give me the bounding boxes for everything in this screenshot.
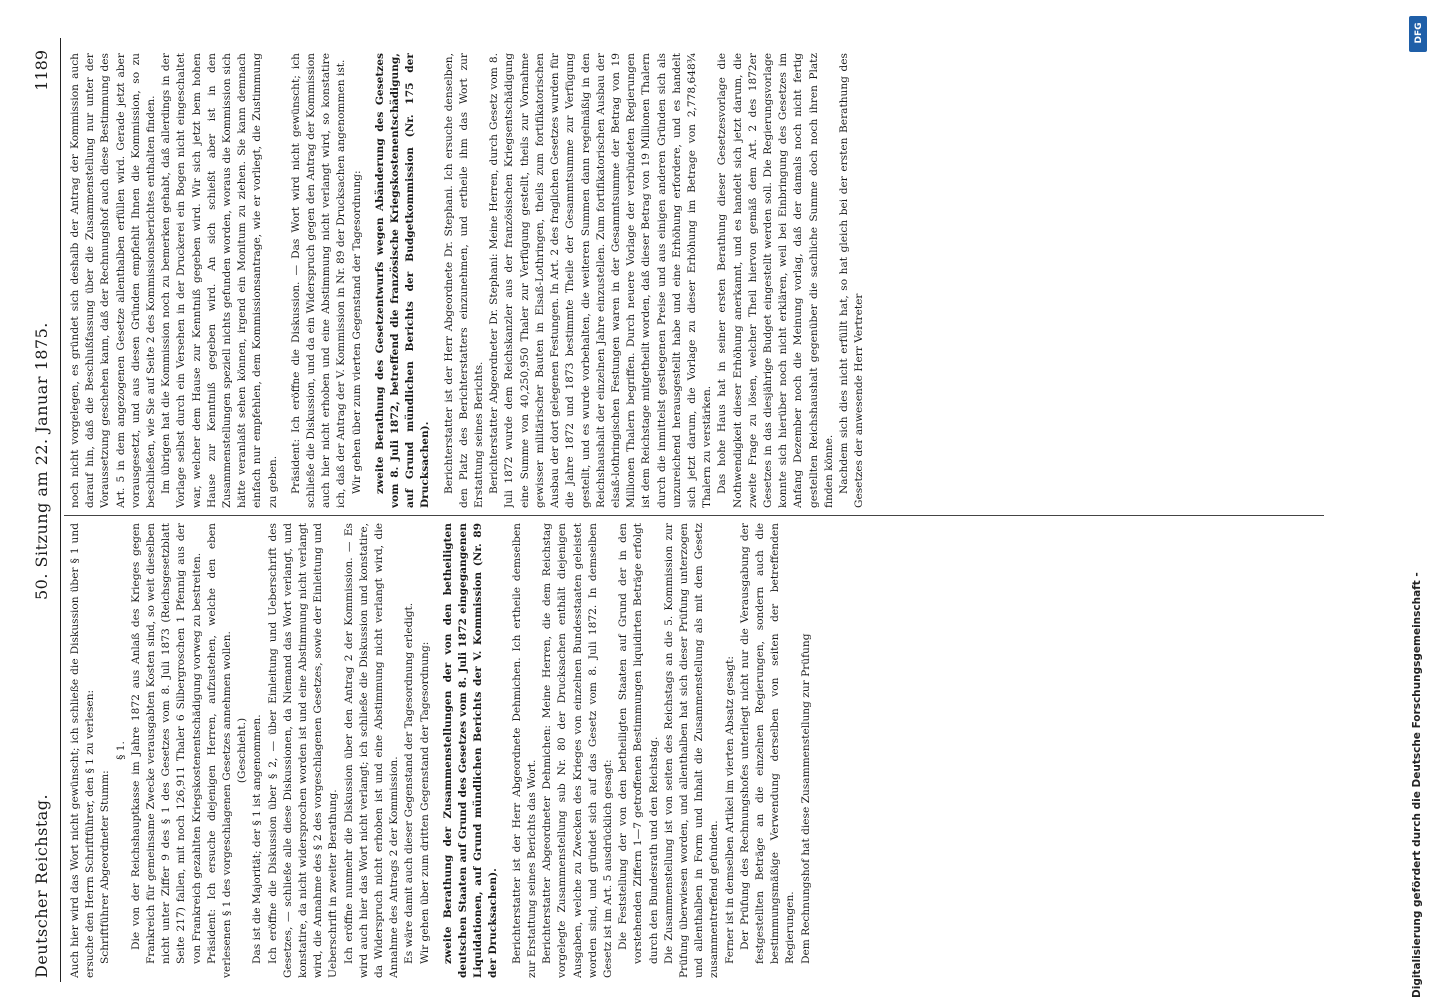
dfg-logo-label: DFG — [1414, 22, 1424, 44]
paragraph: Die Zusammenstellung ist von seiten des Reichstags an die 5. Kommission zur Prüfung überwiesen worden, und allenthalben hat sich dieser Prüfung unterzogen und allenthalben in Form und Inhalt die Zusammenstellung als mit dem Gesetz zusammentreffend gefunden. — [662, 523, 721, 978]
paragraph: Dem Rechnungshof hat diese Zusammenstellung zur Prüfung — [799, 633, 812, 964]
dfg-logo — [1409, 16, 1427, 52]
agenda-item-heading: zweite Berathung der Zusammenstellungen der von den betheiligten deutschen Staaten auf Grund des Gesetzes vom 8. Juli 1872 eingegangenen Liquidationen, auf Grund mündlichen Berichts der V. Kommission (Nr. 89 der Drucksachen). — [441, 523, 500, 978]
paragraph: Nachdem sich dies nicht erfüllt hat, so hat gleich bei der ersten Berathung des Gesetzes der anwesende Herr Vertreter — [837, 53, 866, 508]
paragraph: Ich eröffne die Diskussion über § 2, — über Einleitung und Ueberschrift des Gesetzes, — schließe alle diese Diskussionen, da Niemand das Wort verlangt, und konstatire, da nicht widersprochen worden ist und eine Abstimmung nicht verlangt wird, die Annahme des § 2 des vorgeschlagenen Gesetzes, sowie der Einleitung und Ueberschrift in zweiter Berathung. — [266, 523, 340, 978]
paragraph: Präsident: Ich eröffne die Diskussion. — Das Wort wird nicht gewünscht; ich schließe die Diskussion, und da ein Widerspruch gegen den Antrag der Kommission auch hier nicht erhoben und eine Abstimmung nicht verlangt wird, so konstatire ich, daß der Antrag der V. Kommission in Nr. 89 der Drucksachen angenommen ist. — [289, 53, 348, 508]
section-heading: § 1. — [114, 741, 127, 760]
page-header — [32, 40, 62, 1000]
paragraph: Berichterstatter Abgeordneter Dr. Stephani: Meine Herren, durch Gesetz vom 8. Juli 1872 wurde dem Reichskanzler aus der französischen Kriegsentschädigung eine Summe von 40,250,950 Thaler zur Verfügung gestellt, theils zur Vornahme gewisser militärischer Bauten in Elsaß-Lothringen, theils zum fortifikatorischen Ausbau der dort gelegenen Festungen. In Art. 2 des fraglichen Gesetzes wurden für die Jahre 1872 und 1873 bestimmte Theile der Gesammtsumme zur Verfügung gestellt, und es wurde vorbehalten, die weiteren Summen dann regelmäßig in den Reichshaushalt der einzelnen Jahre einzustellen. Zum fortifikatorischen Ausbau der elsaß-lothringischen Festungen waren in der Gesammtsumme der Betrag von 19 Millionen Thalern begriffen. Durch neuere Vorlage der verbündeten Regierungen ist dem Reichstage mitgetheilt worden, daß dieser Betrag von 19 Millionen Thalern durch die inmittelst gestiegenen Preise und aus einigen anderen Gründen sich als unzureichend herausgestellt habe und eine Erhöhung erfordere, und es handelt sich jetzt darum, die Vorlage zu dieser Erhöhung im Betrage von 2,778,648¾ Thalern zu verstärken. — [488, 53, 714, 508]
stage-note: (Geschieht.) — [236, 717, 249, 784]
paragraph: Es wäre damit auch dieser Gegenstand der Tagesordnung erledigt. — [403, 602, 416, 964]
paragraph: noch nicht vorgelegen, es gründet sich deshalb der Antrag der Kommission auch darauf hin, daß die Beschlußfassung über die Zusammenstellung nur unter der Voraussetzung geschehen kann, daß der Rechnungshof auch diese Bestimmung des Art. 5 in dem angezogenen Gesetze allenthalben erfüllen wird. Gerade jetzt aber vorausgesetzt, und aus diesen Gründen empfiehlt Ihnen die Kommission, so zu beschließen, wie Sie auf Seite 2 des Kommissionsberichtes enthalten finden. — [69, 53, 158, 508]
paragraph: Berichterstatter Abgeordneter Dehmichen: Meine Herren, die dem Reichstag vorgelegte Zusammenstellung sub Nr. 80 der Drucksachen enthält diejenigen Ausgaben, welche zu Zwecken des Krieges von einzelnen Bundesstaaten geleistet worden sind, und gründet sich auf das Gesetz vom 8. Juli 1872. In demselben Gesetz ist im Art. 5 ausdrücklich gesagt: — [541, 523, 614, 978]
paragraph: Ferner ist in demselben Artikel im vierten Absatz gesagt: — [723, 656, 736, 964]
dfg-watermark — [1404, 0, 1432, 1000]
page-number: 1189 — [32, 50, 51, 91]
speaker-line: Schriftführer Abgeordneter Stumm: — [99, 770, 112, 964]
publication-title: Deutscher Reichstag. — [32, 793, 51, 978]
quoted-paragraph: Die von der Reichshauptkasse im Jahre 1872 aus Anlaß des Krieges gegen Frankreich für gemeinsame Zwecke verausgabten Kosten sind, so weit dieselben nicht unter Ziffer 9 des § 1 des Gesetzes vom 8. Juli 1873 (Reichsgesetzblatt Seite 217) fallen, mit noch 126,911 Thaler 6 Silbergroschen 1 Pfennig aus der von Frankreich gezahlten Kriegskostenentschädigung vorweg zu bestreiten. — [129, 523, 203, 964]
paragraph: Wir gehen über zum dritten Gegenstand der Tagesordnung: — [418, 641, 431, 964]
quoted-paragraph: Die Feststellung der von den betheiligten Staaten auf Grund der in den vorstehenden Ziffern 1—7 getroffenen Bestimmungen liquidirten Beträge erfolgt durch den Bundesrath und den Reichstag. — [617, 523, 660, 964]
paragraph: Ich eröffne nunmehr die Diskussion über den Antrag 2 der Kommission. — Es wird auch hier das Wort nicht verlangt; ich schließe die Diskussion und konstatire, da Widerspruch nicht erhoben ist und eine Abstimmung nicht verlangt wird, die Annahme des Antrags 2 der Kommission. — [342, 523, 401, 978]
left-column — [68, 523, 1348, 978]
column-divider — [64, 515, 1324, 516]
paragraph: Das ist die Majorität; der § 1 ist angenommen. — [251, 714, 264, 964]
paragraph: Das hohe Haus hat in seiner ersten Berathung dieser Gesetzesvorlage die Nothwendigkeit dieser Erhöhung anerkannt, und es handelt sich jetzt darum, die zweite Frage zu lösen, welcher Theil hiervon gemäß dem Art. 2 des 1872er Gesetzes in das diesjährige Budget eingestellt werden soll. Die Regierungsvorlage konnte sich hierüber noch nicht erklären, weil bei Einbringung des Gesetzes im Anfang Dezember noch die Meinung vorlag, daß der damals noch nicht fertig gestellten Reichshaushalt gegenüber die sachliche Summe doch noch ihren Platz finden könne. — [716, 53, 835, 508]
agenda-item-heading: zweite Berathung des Gesetzentwurfs wegen Abänderung des Gesetzes vom 8. Juli 1872, betreffend die französische Kriegskostenentschädigung, auf Grund mündlichen Berichts der Budgetkommission (Nr. 175 der Drucksachen). — [373, 53, 432, 508]
paragraph: Berichterstatter ist der Herr Abgeordnete Dr. Stephani. Ich ersuche denselben, den Platz des Berichterstatters einzunehmen, und ertheile ihm das Wort zur Erstattung seines Berichts. — [442, 53, 486, 508]
right-column — [68, 53, 1348, 508]
watermark-text: Digitalisierung gefördert durch die Deutsche Forschungsgemeinschaft - — [1411, 572, 1423, 998]
paragraph: Berichterstatter ist der Herr Abgeordnete Dehmichen. Ich ertheile demselben zur Erstattung seines Berichts das Wort. — [510, 523, 538, 978]
header-rule — [60, 38, 61, 982]
session-title: 50. Sitzung am 22. Januar 1875. — [32, 322, 51, 600]
paragraph: Im übrigen hat die Kommission noch zu bemerken gehabt, daß allerdings in der Vorlage selbst durch ein Versehen in der Druckerei ein Bogen nicht eingeschaltet war, welcher dem Hause zur Kenntniß gegeben wird. Wir sich jetzt bem hohen Hause zur Kenntniß gegeben wird. An sich schießt aber ist in den Zusammenstellungen speziell nichts gefunden worden, woraus die Kommission sich hätte veranlaßt sehen können, irgend ein Monitum zu ziehen. Sie kann demnach einfach nur empfehlen, dem Kommissionsantrage, wie er vorliegt, die Zustimmung zu geben. — [160, 53, 279, 508]
paragraph: Auch hier wird das Wort nicht gewünscht; ich schließe die Diskussion über § 1 und ersuche den Herrn Schriftführer, den § 1 zu verlesen: — [69, 523, 97, 978]
paragraph: Wir gehen über zum vierten Gegenstand der Tagesordnung: — [350, 170, 363, 494]
paragraph: Präsident: Ich ersuche diejenigen Herren, aufzustehen, welche den eben verlesenen § 1 des vorgeschlagenen Gesetzes annehmen wollen. — [205, 523, 234, 978]
quoted-paragraph: Der Prüfung des Rechnungshofes unterliegt nicht nur die Verausgabung der festgestellten Beträge an die einzelnen Regierungen, sondern auch die bestimmungsmäßige Verwendung derselben von seiten der betreffenden Regierungen. — [738, 523, 797, 964]
